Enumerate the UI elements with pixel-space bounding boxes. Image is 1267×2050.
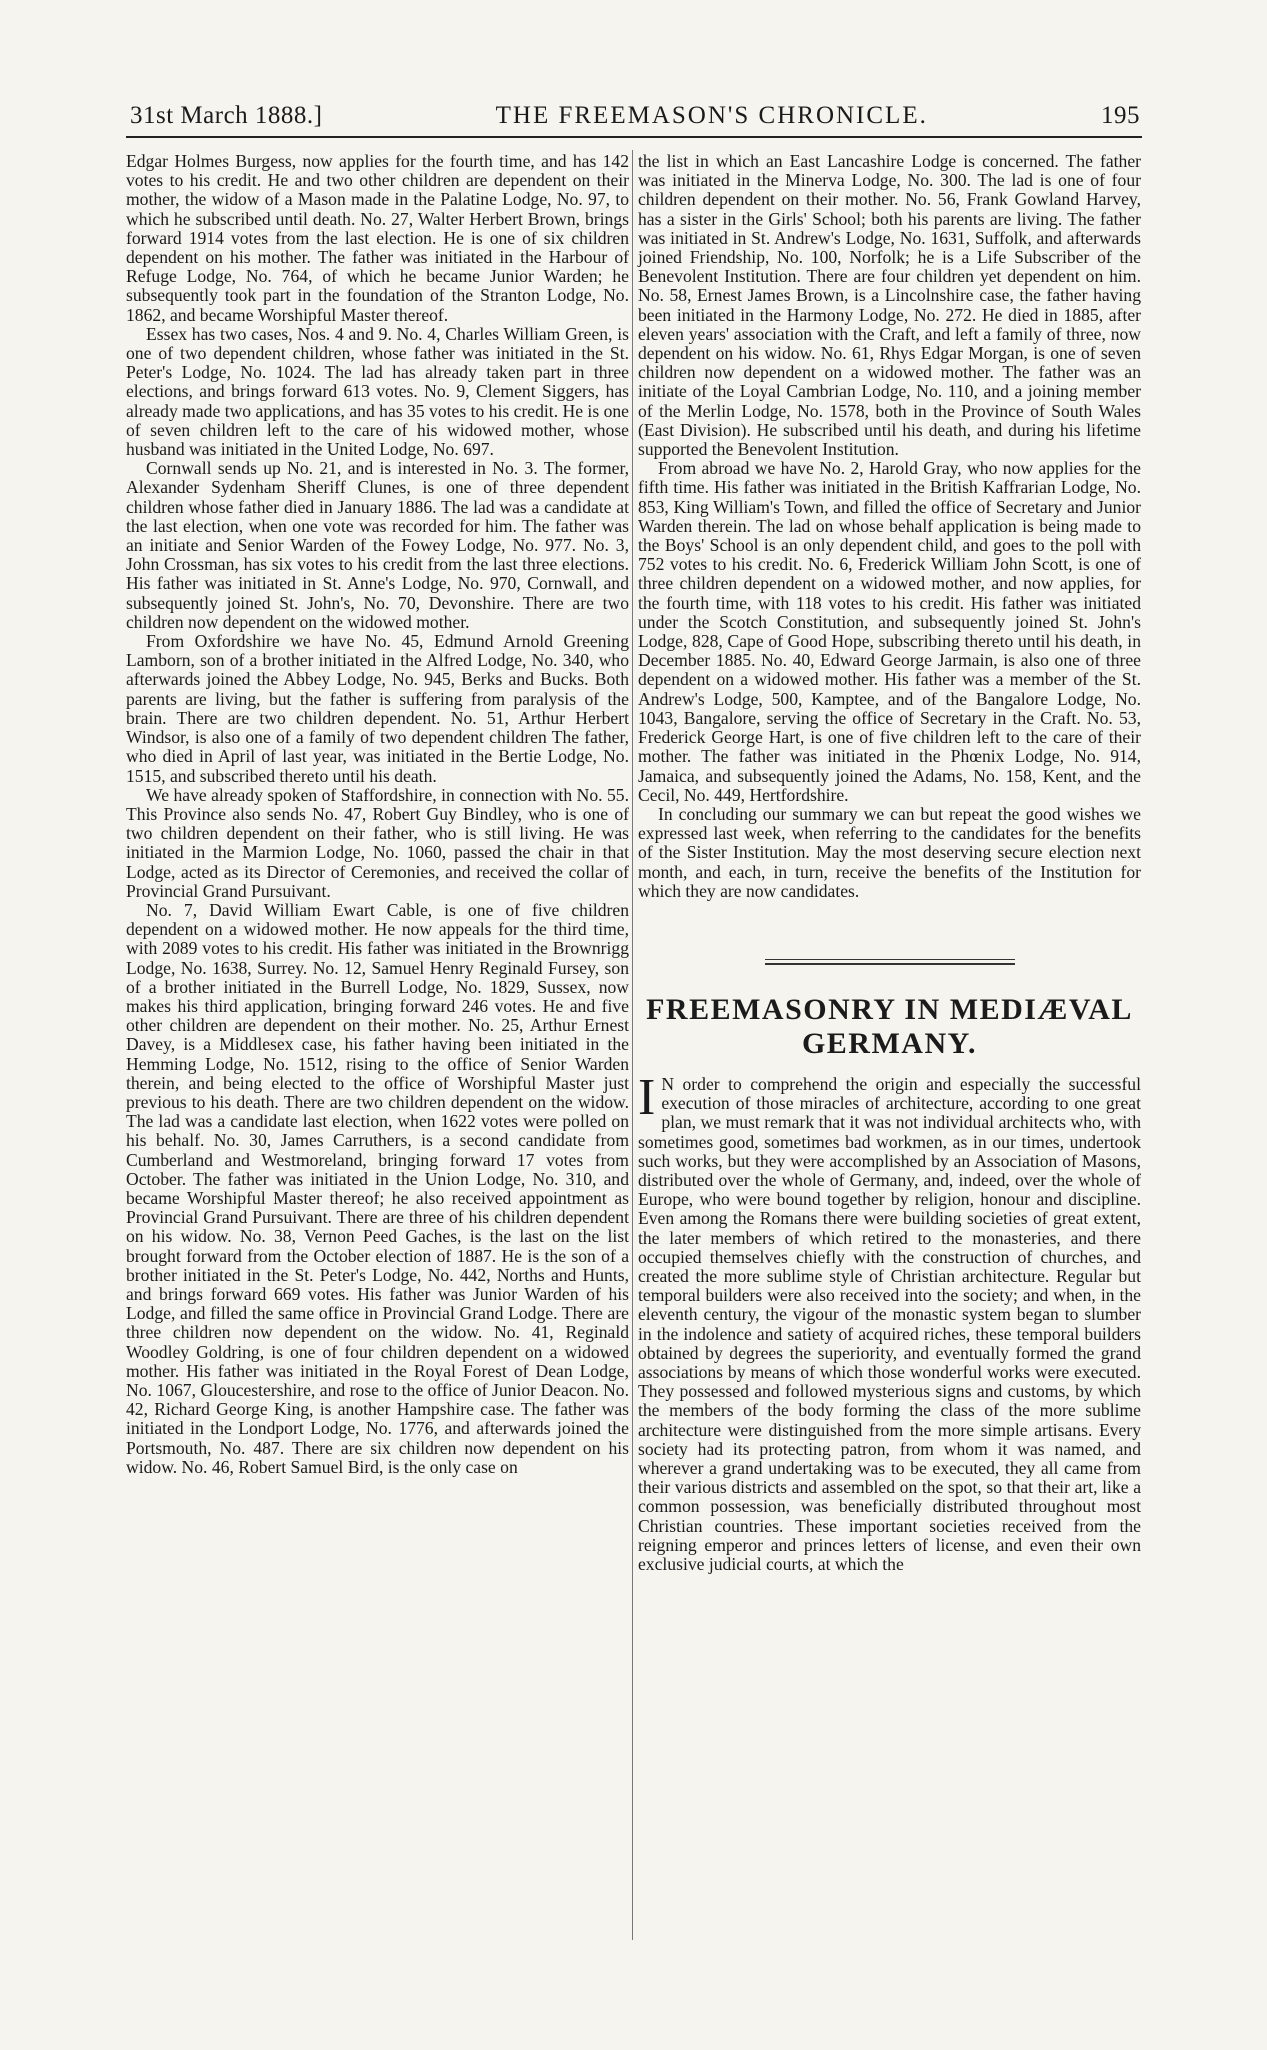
left-column bbox=[126, 152, 629, 1477]
left-paragraph: No. 7, David William Ewart Cable, is one of five children dependent on a widowed mother. He now appeals for the third time, with 2089 votes to his credit. His father was initiated in the Brownrigg Lodge, No. 1638, Surrey. No. 12, Samuel Henry Reginald Fursey, son of a brother initiated in the Burrell Lodge, No. 1829, Sussex, now makes his third application, bringing forward 246 votes. He and five other children are dependent on their mother. No. 25, Arthur Ernest Davey, is a Middlesex case, his father having been initiated in the Hemming Lodge, No. 1512, rising to the office of Senior Warden therein, and being elected to the office of Worshipful Master just previous to his death. There are two children dependent on the widow. The lad was a candidate last election, when 1622 votes were polled on his behalf. No. 30, James Carruthers, is a second candidate from Cumberland and Westmoreland, bringing forward 17 votes from October. The father was initiated in the Union Lodge, No. 310, and became Worshipful Master thereof; he also received appointment as Provincial Grand Pursuivant. There are three of his children dependent on his widow. No. 38, Vernon Peed Gaches, is the last on the list brought forward from the October election of 1887. He is the son of a brother initiated in the St. Peter's Lodge, No. 442, Norths and Hunts, and brings forward 669 votes. His father was Junior Warden of his Lodge, and filled the same office in Provincial Grand Lodge. There are three children now dependent on the widow. No. 41, Reginald Woodley Goldring, is one of four children dependent on a widowed mother. His father was initiated in the Royal Forest of Dean Lodge, No. 1067, Gloucestershire, and rose to the office of Junior Deacon. No. 42, Richard George King, is another Hampshire case. The father was initiated in the Londport Lodge, No. 1776, and afterwards joined the Portsmouth, No. 487. There are six children now dependent on his widow. No. 46, Robert Samuel Bird, is the only case on bbox=[126, 899, 629, 1477]
page-header bbox=[130, 102, 1140, 130]
article-paragraph bbox=[638, 1068, 1141, 1574]
header-title: THE FREEMASON'S CHRONICLE. bbox=[495, 102, 928, 129]
article-title: FREEMASONRY IN MEDIÆVAL GERMANY. bbox=[646, 992, 1133, 1060]
left-paragraph: Edgar Holmes Burgess, now applies for the fourth time, and has 142 votes to his credit. He and two other children are dependent on their mother, the widow of a Mason made in the Palatine Lodge, No. 97, to which he subscribed until death. No. 27, Walter Herbert Brown, brings forward 1914 votes from the last election. He is one of six children dependent on his mother. The father was initiated in the Harbour of Refuge Lodge, No. 764, of which he became Junior Warden; he subsequently took part in the foundation of the Stranton Lodge, No. 1862, and became Worshipful Master thereof. bbox=[126, 151, 629, 325]
right-paragraph: the list in which an East Lancashire Lodge is concerned. The father was initiated in the Minerva Lodge, No. 300. The lad is one of four children dependent on their mother. No. 56, Frank Gowland Harvey, has a sister in the Girls' School; both his parents are living. The father was initiated in St. Andrew's Lodge, No. 1631, Suffolk, and afterwards joined Friendship, No. 100, Norfolk; he is a Life Subscriber of the Benevolent Institution. There are four children yet dependent on him. No. 58, Ernest James Brown, is a Lincolnshire case, the father having been initiated in the Harmony Lodge, No. 272. He died in 1885, after eleven years' association with the Craft, and left a family of three, now dependent on his widow. No. 61, Rhys Edgar Morgan, is one of seven children now dependent on a widowed mother. The father was an initiate of the Loyal Cambrian Lodge, No. 110, and a joining member of the Merlin Lodge, No. 1578, both in the Province of South Wales (East Division). He subscribed until his death, and during his lifetime supported the Benevolent Institution. bbox=[638, 151, 1141, 460]
left-paragraph: Cornwall sends up No. 21, and is interested in No. 3. The former, Alexander Sydenham Sheriff Clunes, is one of three dependent children whose father died in January 1886. The lad was a candidate at the last election, when one vote was recorded for him. The father was an initiate and Senior Warden of the Fowey Lodge, No. 977. No. 3, John Crossman, has six votes to his credit from the last three elections. His father was initiated in St. Anne's Lodge, No. 970, Cornwall, and subsequently joined St. John's, No. 70, Devonshire. There are two children now dependent on the widowed mother. bbox=[126, 458, 629, 632]
left-paragraph: From Oxfordshire we have No. 45, Edmund Arnold Greening Lamborn, son of a brother initiated in the Alfred Lodge, No. 340, who afterwards joined the Abbey Lodge, No. 945, Berks and Bucks. Both parents are living, but the father is suffering from paralysis of the brain. There are two children dependent. No. 51, Arthur Herbert Windsor, is also one of a family of two dependent children The father, who died in April of last year, was initiated in the Bertie Lodge, No. 1515, and subscribed thereto until his death. bbox=[126, 631, 629, 786]
left-paragraph: We have already spoken of Staffordshire, in connection with No. 55. This Province also sends No. 47, Robert Guy Bindley, who is one of two children dependent on their father, who is still living. He was initiated in the Marmion Lodge, No. 1060, passed the chair in that Lodge, acted as its Director of Ceremonies, and received the collar of Provincial Grand Pursuivant. bbox=[126, 784, 629, 901]
header-page-number: 195 bbox=[1100, 102, 1140, 129]
left-paragraph: Essex has two cases, Nos. 4 and 9. No. 4, Charles William Green, is one of two dependent children, whose father was initiated in the St. Peter's Lodge, No. 1024. The lad has already taken part in three elections, and brings forward 613 votes. No. 9, Clement Siggers, has already made two applications, and has 35 votes to his credit. He is one of seven children left to the care of his widowed mother, whose husband was initiated in the United Lodge, No. 697. bbox=[126, 323, 629, 460]
header-date: 31st March 1888.] bbox=[130, 102, 323, 129]
drop-cap: I bbox=[638, 1068, 656, 1126]
right-paragraph: In concluding our summary we can but repeat the good wishes we expressed last week, when referring to the candidates for the benefits of the Sister Institution. May the most deserving secure election next month, and each, in turn, receive the benefits of the Institution for which they are now candidates. bbox=[638, 803, 1141, 901]
article-body: N order to comprehend the origin and especially the successful execution of those miracles of architecture, according to one great plan, we must remark that it was not individual architects who, with sometimes good, sometimes bad workmen, as in our times, undertook such works, but they were accomplished by an Association of Masons, distributed over the whole of Germany, and, indeed, over the whole of Europe, who were bound together by religion, honour and discipline. Even among the Romans there were building societies of great extent, the later members of which retired to the monasteries, and there occupied themselves chiefly with the construction of churches, and created the more sublime style of Christian architecture. Regular but temporal builders were also received into the society; and when, in the eleventh century, the vigour of the monastic system began to slumber in the indolence and satiety of acquired riches, these temporal builders obtained by degrees the superiority, and eventually formed the grand associations by means of which those wonderful works were executed. They possessed and followed mysterious signs and customs, by which the members of the body forming the class of the more sublime architecture were distinguished from the more simple artisans. Every society had its protecting patron, from whom it was named, and wherever a grand undertaking was to be executed, they all came from their various districts and assembled on the spot, so that their art, like a common possession, was beneficially distributed throughout most Christian countries. These important societies received from the reigning emperor and princes letters of license, and even their own exclusive judicial courts, at which the bbox=[638, 1073, 1141, 1574]
right-paragraph: From abroad we have No. 2, Harold Gray, who now applies for the fifth time. His father was initiated in the British Kaffrarian Lodge, No. 853, King William's Town, and filled the office of Secretary and Junior Warden therein. The lad on whose behalf application is being made to the Boys' School is an only dependent child, and goes to the poll with 752 votes to his credit. No. 6, Frederick William John Scott, is one of three children dependent on a widowed mother, and now applies, for the fourth time, with 118 votes to his credit. His father was initiated under the Scotch Constitution, and subsequently joined St. John's Lodge, 828, Cape of Good Hope, subscribing thereto until his death, in December 1885. No. 40, Edward George Jarmain, is also one of three dependent on a widowed mother. His father was a member of the St. Andrew's Lodge, 500, Kamptee, and of the Bangalore Lodge, No. 1043, Bangalore, serving the office of Secretary in the Craft. No. 53, Frederick George Hart, is one of five children left to the care of their mother. The father was initiated in the Phœnix Lodge, No. 914, Jamaica, and subsequently joined the Adams, No. 158, Kent, and the Cecil, No. 449, Hertfordshire. bbox=[638, 458, 1141, 805]
column-divider bbox=[632, 150, 633, 1940]
right-column bbox=[638, 152, 1141, 1574]
header-rule bbox=[126, 136, 1142, 138]
section-separator bbox=[765, 959, 1015, 965]
